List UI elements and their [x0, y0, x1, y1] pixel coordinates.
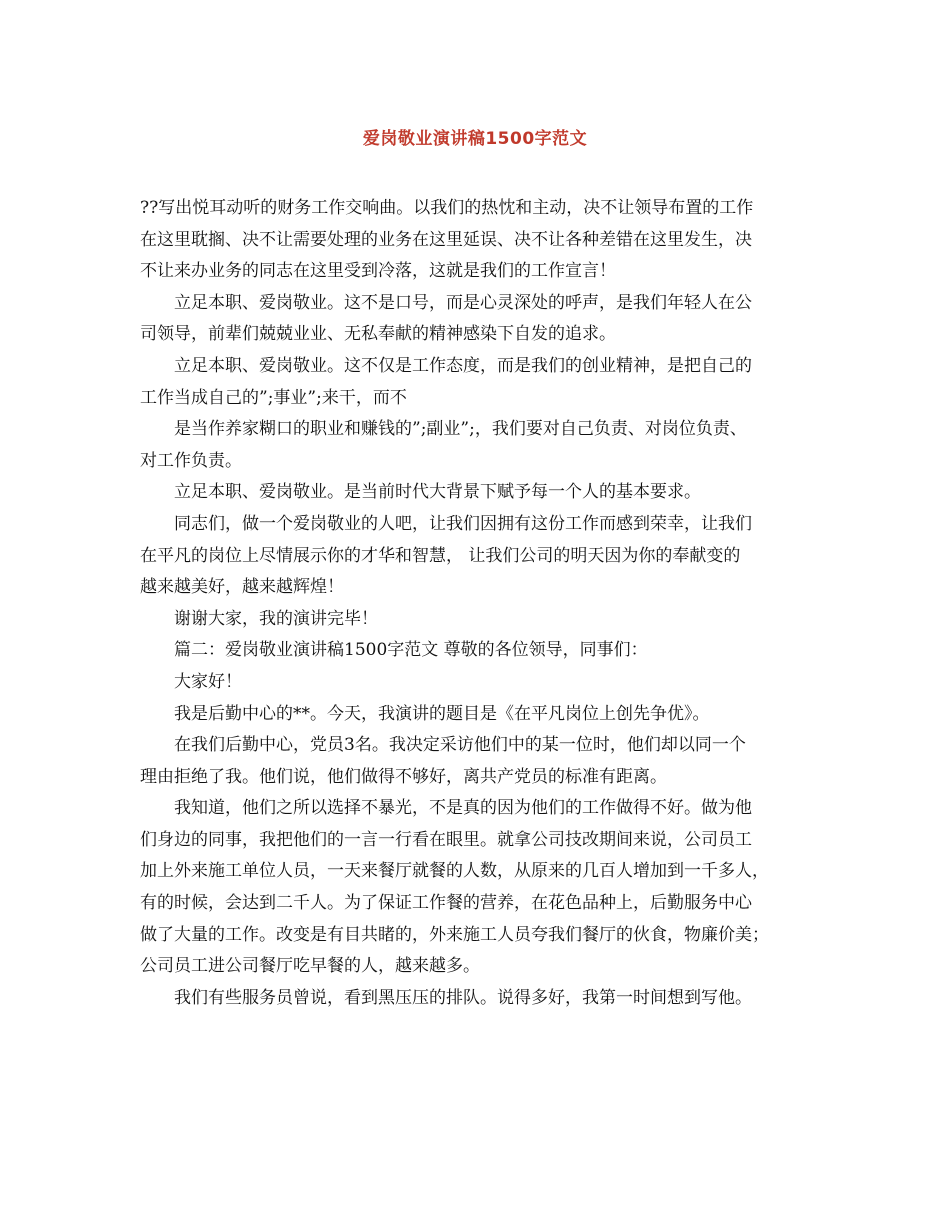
- text-line: 在这里耽搁、决不让需要处理的业务在这里延误、决不让各种差错在这里发生，决: [140, 229, 752, 250]
- text-line: 理由拒绝了我。他们说，他们做得不够好，离共产党员的标准有距离。: [140, 766, 667, 787]
- document-title: 爱岗敬业演讲稿1500字范文: [362, 129, 588, 149]
- text-line: 们身边的同事，我把他们的一言一行看在眼里。就拿公司技改期间来说，公司员工: [140, 829, 752, 850]
- text-line: 我知道，他们之所以选择不暴光，不是真的因为他们的工作做得不好。做为他: [174, 798, 752, 819]
- text-line: 是当作养家糊口的职业和赚钱的”;副业”;，我们要对自己负责、对岗位负责、: [174, 419, 747, 440]
- text-line: 公司员工进公司餐厅吃早餐的人，越来越多。: [140, 956, 480, 977]
- text-line: 同志们，做一个爱岗敬业的人吧，让我们因拥有这份工作而感到荣幸，让我们: [174, 513, 752, 534]
- text-line: 篇二：爱岗敬业演讲稿1500字范文 尊敬的各位领导，同事们：: [174, 640, 648, 661]
- text-line: 谢谢大家，我的演讲完毕！: [174, 608, 378, 629]
- text-line: 立足本职、爱岗敬业。是当前时代大背景下赋予每一个人的基本要求。: [174, 482, 701, 503]
- text-line: ??写出悦耳动听的财务工作交响曲。以我们的热忱和主动，决不让领导布置的工作: [140, 198, 754, 218]
- text-line: 立足本职、爱岗敬业。这不仅是工作态度，而是我们的创业精神，是把自己的: [174, 355, 752, 376]
- text-line: 在我们后勤中心，党员3名。我决定采访他们中的某一位时，他们却以同一个: [174, 735, 746, 756]
- text-line: 我是后勤中心的**。今天，我演讲的题目是《在平凡岗位上创先争优》。: [174, 703, 710, 724]
- text-line: 不让来办业务的同志在这里受到冷落，这就是我们的工作宣言！: [140, 261, 616, 282]
- text-line: 加上外来施工单位人员，一天来餐厅就餐的人数，从原来的几百人增加到一千多人，: [140, 861, 769, 882]
- text-line: 做了大量的工作。改变是有目共睹的，外来施工人员夸我们餐厅的伙食，物廉价美；: [140, 924, 769, 945]
- text-line: 司领导，前辈们兢兢业业、无私奉献的精神感染下自发的追求。: [140, 324, 616, 345]
- text-line: 对工作负责。: [140, 450, 242, 471]
- text-line: 工作当成自己的”;事业”;来干，而不: [140, 387, 407, 408]
- document-body: [140, 193, 825, 1014]
- text-line: 越来越美好，越来越辉煌！: [140, 577, 344, 598]
- text-line: 我们有些服务员曾说，看到黑压压的排队。说得多好，我第一时间想到写他。: [174, 987, 752, 1008]
- text-line: 有的时候，会达到二千人。为了保证工作餐的营养，在花色品种上，后勤服务中心: [140, 893, 752, 914]
- text-line: 在平凡的岗位上尽情展示你的才华和智慧， 让我们公司的明天因为你的奉献变的: [140, 545, 741, 566]
- text-line: 大家好！: [174, 671, 242, 692]
- text-line: 立足本职、爱岗敬业。这不是口号，而是心灵深处的呼声，是我们年轻人在公: [174, 292, 752, 313]
